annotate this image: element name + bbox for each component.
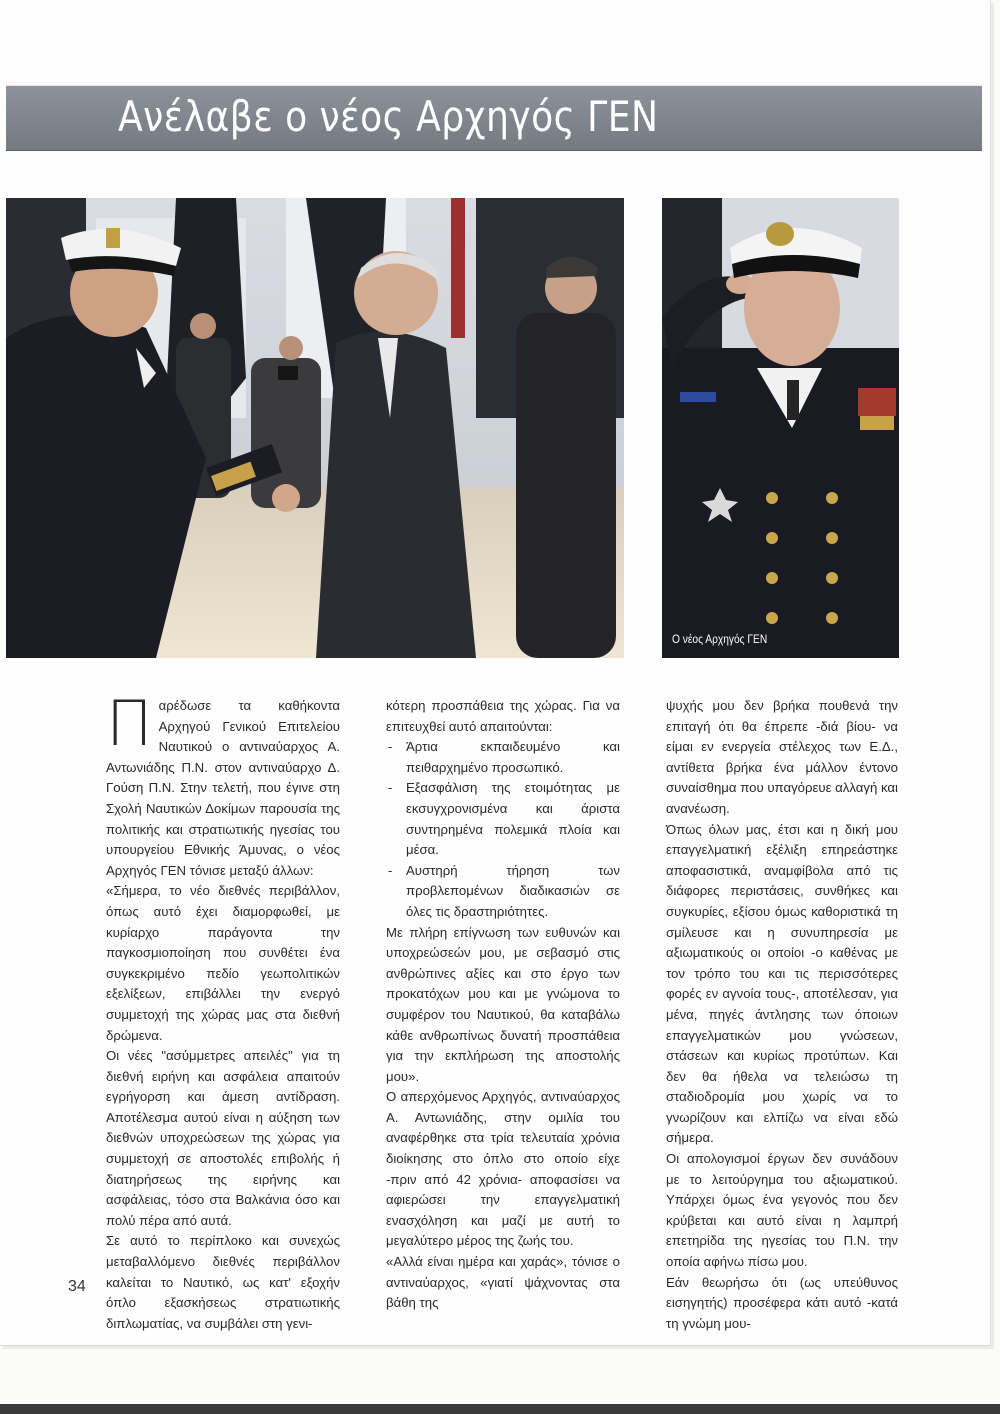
article-paragraph: Σε αυτό το περίπλοκο και συνεχώς μεταβαλλόμενο διεθνές περιβάλλον καλείται το Ναυτικό, ως κατ' εξοχήν όπλο εξασκήσεως στρατιωτικής διπλωματίας, να συμβάλει στη γενι- [106, 1233, 340, 1331]
new-chief-portrait-photo [662, 198, 899, 658]
article-paragraph: Όπως όλων μας, έτσι και η δική μου επαγγελματική εξέλιξη επηρεάστηκε αποφασιστικά, αναμφίβολα από τις διάφορες περιστάσεις, συνθήκες και συγκυρίες, εξίσου όμως καθοριστικά τη σμίλευσε και η συνυπηρεσία με αξιωματικούς οι οποίοι -ο καθένας με τον τρόπο του και τις περισσότερες φορές εν αγνοία τους-, αποτέλεσαν, για μένα, πηγές άντλησης των όποιων επαγγελματικών μου γνώσεων, στάσεων και κυρίως προτύπων. Και δεν θα ήθελα να τελειώσω τη σταδιοδρομία μου χωρίς να το γνωρίζουν και ελπίζω να είναι εδώ σήμερα. [666, 821, 898, 1146]
article-paragraph: Με πλήρη επίγνωση των ευθυνών και υποχρεώσεών μου, με σεβασμό στις ανθρώπινες αξίες και στο έργο των προκατόχων μου και με γνώμονα το συμφέρον του Ναυτικού, θα καταβάλω κάθε ανθρωπίνως δυνατή προσπάθεια για την εκπλήρωση της αποστολής μου». [386, 924, 620, 1084]
page-title: Ανέλαβε ο νέος Αρχηγός ΓΕΝ [118, 92, 659, 141]
photo-caption: Ο νέος Αρχηγός ΓΕΝ [672, 632, 768, 646]
list-item: - Άρτια εκπαιδευμένο και πειθαρχημένο προσωπικό. [386, 737, 620, 778]
title-banner [6, 85, 982, 151]
article-paragraph: Παρέδωσε τα καθήκοντα Αρχηγού Γενικού Επιτελείου Ναυτικού ο αντιναύαρχος Α. Αντωνιάδης Π.Ν. στον αντιναύαρχο Δ. Γούση Π.Ν. Στην τελετή, που έγινε στη Σχολή Ναυτικών Δοκίμων παρουσία της πολιτικής και στρατιωτικής ηγεσίας του υπουργείου Εθνικής Άμυνας, ο νέος Αρχηγός ΓΕΝ τόνισε μεταξύ άλλων: [106, 687, 340, 878]
article-column-3 [666, 696, 898, 1334]
drop-cap: Π [106, 687, 153, 760]
bottom-band [0, 1404, 1000, 1414]
article-paragraph: Οι νέες "ασύμμετρες απειλές" για τη διεθνή ειρήνη και ασφάλεια απαιτούν εγρήγορση και άμεση αντίδραση. Αποτέλεσμα αυτού είναι η αύξηση των διεθνών υποχρεώσεων της χώρας για συμμετοχή σε αποστολές επιβολής ή διατηρήσεως της ειρήνης και ασφάλειας, τόσο στα Βαλκάνια όσο και πολύ πέρα από αυτά. [106, 1048, 340, 1228]
requirements-list [386, 737, 620, 922]
article-column-2 [386, 696, 620, 1314]
page-number: 34 [68, 1278, 86, 1295]
article-column-1 [106, 687, 340, 1334]
ceremony-photo [6, 198, 624, 658]
list-item: - Αυστηρή τήρηση των προβλεπομένων διαδικασιών σε όλες τις δραστηριότητες. [386, 861, 620, 923]
article-paragraph: Οι απολογισμοί έργων δεν συνάδουν με το λειτούργημα του αξιωματικού. Υπάρχει όμως ένα γεγονός που δεν κρύβεται και αυτό είναι η λαμπρή επετηρίδα της ηγεσίας του Π.Ν. την οποία αφήνω πίσω μου. [666, 1151, 898, 1270]
article-paragraph: κότερη προσπάθεια της χώρας. Για να επιτευχθεί αυτό απαιτούνται: [386, 698, 620, 734]
article-paragraph: ψυχής μου δεν βρήκα πουθενά την επιταγή ότι θα έπρεπε -διά βίου- να είμαι εν ενεργεία στέλεχος των Ε.Δ., αντίθετα βρήκα ένα μάλλον έντονο συναίσθημα που υπαγόρευε αλλαγή και ανανέωση. [666, 698, 898, 816]
article-paragraph: Εάν θεωρήσω ότι (ως υπεύθυνος εισηγητής) προσέφερα κάτι αυτό -κατά τη γνώμη μου- [666, 1274, 898, 1331]
article-paragraph: «Αλλά είναι ημέρα και χαράς», τόνισε ο αντιναύαρχος, «γιατί ψάχνοντας στα βάθη της [386, 1254, 620, 1311]
article-paragraph: Ο απερχόμενος Αρχηγός, αντιναύαρχος Α. Αντωνιάδης, στην ομιλία του αναφέρθηκε στα τρία τελευταία χρόνια διοίκησης στο όπλο στο οποίο είχε -πριν από 42 χρόνια- αποφασίσει να αφιερώσει την επαγγελματική ενασχόληση και μαζί με αυτή το μεγαλύτερο μέρος της ζωής του. [386, 1089, 620, 1249]
list-item: - Εξασφάλιση της ετοιμότητας με εκσυγχρονισμένα και άριστα συντηρημένα πολεμικά πλοία και μέσα. [386, 778, 620, 860]
article-paragraph: «Σήμερα, το νέο διεθνές περιβάλλον, όπως αυτό έχει διαμορφωθεί, με κυρίαρχο παράγοντα την παγκοσμιοποίηση που συνθέτει ένα συγκεκριμένο πεδίο γεωπολιτικών εξελίξεων, επιβάλλει την ενεργό συμμετοχή της χώρας μας στα διεθνή δρώμενα. [106, 883, 340, 1043]
